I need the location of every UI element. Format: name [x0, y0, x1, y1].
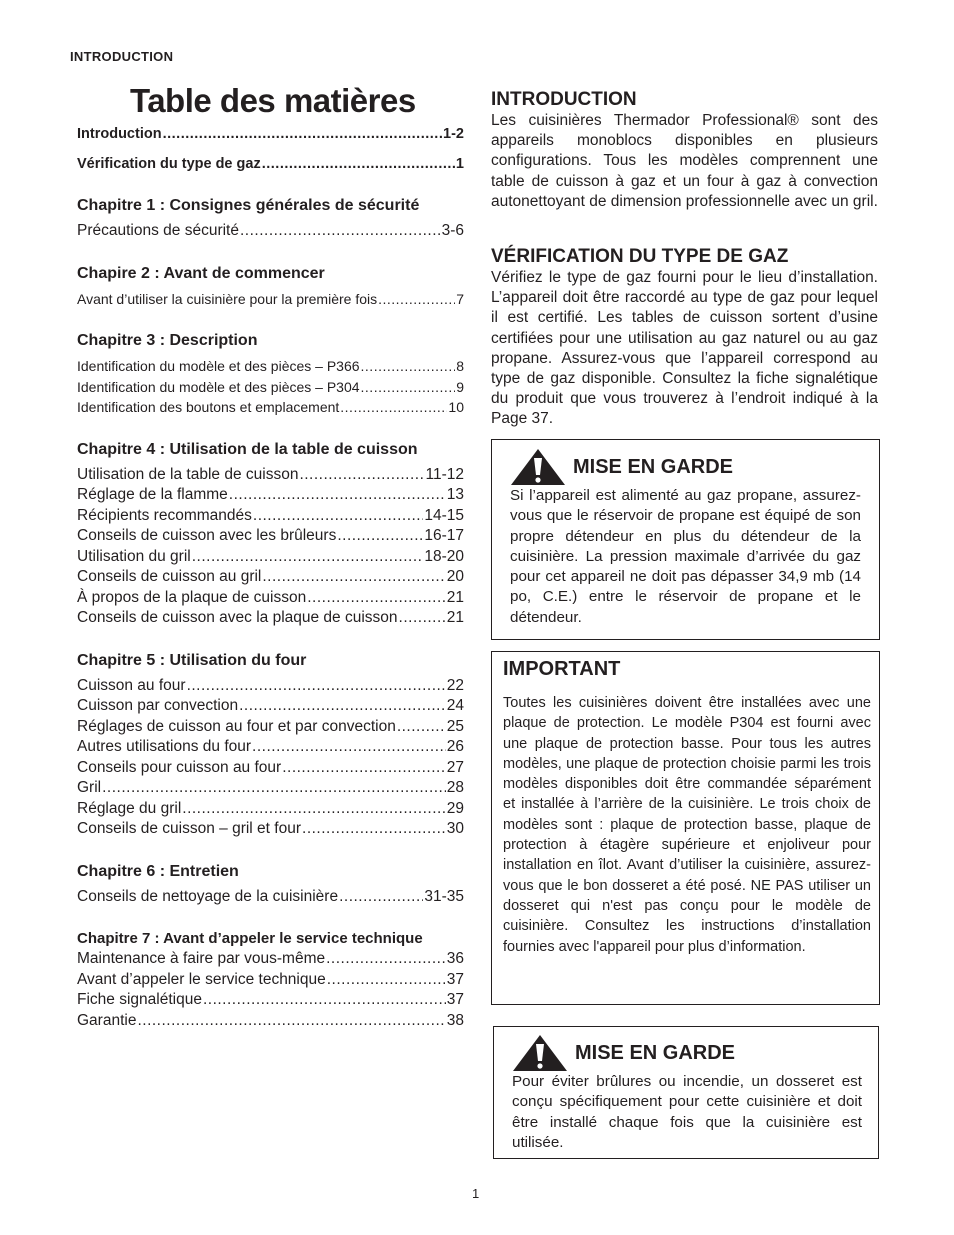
toc-entry-label: Cuisson au four	[77, 676, 186, 694]
toc-entry[interactable]	[77, 696, 464, 717]
toc-entry-label: Identification du modèle et des pièces – P304	[77, 378, 360, 395]
gas-check-text: Vérifiez le type de gaz fourni pour le lieu d’installation. L’appareil doit être raccordé au type de gaz pour lequel il est certifié. Les tables de cuisson sortent d’usine certifiées pour une utilisation au gaz naturel ou au gaz propane. Assurez-vous que l’appareil correspond au type de gaz disponible. Consultez la fiche signalétique du produit que vous trouverez à l’endroit indiqué à la Page 37.	[491, 269, 878, 428]
page-number: 1	[472, 1186, 480, 1201]
toc-entry-page: 16-17	[424, 527, 464, 544]
toc-entry[interactable]	[77, 819, 464, 840]
toc-entry-page: 1-2	[443, 126, 464, 142]
toc-entry-page: 31-35	[424, 887, 464, 905]
toc-entry-label: Réglages de cuisson au four et par convection	[77, 717, 396, 735]
toc-entry-label: Conseils de cuisson au gril	[77, 568, 262, 585]
toc-entry-label: Avant d’appeler le service technique	[77, 970, 326, 988]
toc-entry-label: Récipients recommandés	[77, 506, 252, 524]
toc-entry-page: 22	[446, 676, 464, 694]
toc-entry-label: À propos de la plaque de cuisson	[77, 588, 307, 606]
toc-entry[interactable]	[77, 758, 464, 779]
toc-entry-page: 3-6	[441, 222, 464, 239]
toc-entry-page: 14-15	[424, 506, 464, 524]
warning-box-propane	[491, 439, 880, 640]
toc-entry-label: Vérification du type de gaz	[77, 155, 261, 172]
toc-entry[interactable]	[77, 485, 464, 506]
chapter-heading: Chapitre 5 : Utilisation du four	[77, 651, 307, 669]
introduction-text: Les cuisinières Thermador Professional® sont des appareils monoblocs disponibles en plusieurs configurations. Tous les modèles comprennent une table de cuisson à gaz et un four à gaz à convection autonettoyant de dimension professionnelle avec un gril.	[491, 112, 878, 210]
toc-entry[interactable]	[77, 465, 464, 486]
chapter-heading: Chapitre 7 : Avant d’appeler le service technique	[77, 930, 423, 947]
section-label: INTRODUCTION	[70, 49, 174, 64]
toc-entry[interactable]	[77, 154, 464, 175]
chapter-heading: Chapitre 1 : Consignes générales de sécurité	[77, 197, 420, 214]
warning-text: Pour éviter brûlures ou incendie, un dosseret est conçu spécifiquement pour cette cuisinière et doit être installé chaque fois que la cuisinière est utilisée.	[512, 1073, 862, 1151]
toc-entry[interactable]	[77, 1011, 464, 1032]
introduction-heading: INTRODUCTION	[491, 89, 637, 110]
toc-entry[interactable]	[77, 588, 464, 609]
toc-entry-page: 36	[446, 950, 464, 967]
toc-entry-page: 25	[446, 717, 464, 735]
important-title: IMPORTANT	[503, 658, 621, 680]
chapter-heading: Chapitre 6 : Entretien	[77, 862, 239, 880]
toc-entry-label: Maintenance à faire par vous-même	[77, 950, 326, 967]
toc-entry-label: Conseils de cuisson – gril et four	[77, 820, 302, 837]
toc-entry[interactable]	[77, 799, 464, 820]
table-of-contents	[77, 124, 464, 1031]
toc-entry-page: 24	[446, 697, 464, 714]
toc-entry-label: Avant d’utiliser la cuisinière pour la première fois	[77, 290, 378, 307]
toc-entry-page: 10	[448, 399, 464, 415]
toc-entry-label: Garantie	[77, 1011, 137, 1029]
toc-entry[interactable]	[77, 676, 464, 697]
toc-entry-page: 11-12	[425, 465, 464, 483]
toc-entry[interactable]	[77, 526, 464, 547]
toc-entry[interactable]	[77, 397, 464, 418]
toc-entry-label: Gril	[77, 779, 102, 796]
toc-entry[interactable]	[77, 949, 464, 970]
toc-entry-label: Autres utilisations du four	[77, 738, 252, 755]
warning-icon	[512, 1034, 568, 1072]
toc-entry-page: 26	[446, 738, 464, 755]
toc-entry[interactable]	[77, 221, 464, 242]
chapter-heading: Chapitre 4 : Utilisation de la table de cuisson	[77, 440, 418, 458]
toc-entry-page: 29	[446, 799, 464, 817]
toc-entry[interactable]	[77, 990, 464, 1011]
toc-entry-label: Conseils de cuisson avec les brûleurs	[77, 527, 337, 544]
important-box	[491, 651, 880, 1005]
toc-entry[interactable]	[77, 506, 464, 527]
toc-entry[interactable]	[77, 124, 464, 145]
toc-entry-label: Utilisation du gril	[77, 547, 191, 565]
toc-entry-label: Introduction	[77, 126, 162, 142]
toc-entry-label: Conseils de nettoyage de la cuisinière	[77, 887, 339, 905]
toc-entry-page: 8	[456, 358, 464, 374]
toc-entry-label: Cuisson par convection	[77, 697, 239, 714]
toc-entry-label: Réglage de la flamme	[77, 486, 228, 503]
toc-entry-page: 27	[446, 758, 464, 776]
toc-entry[interactable]	[77, 778, 464, 799]
toc-entry[interactable]	[77, 289, 464, 310]
toc-entry-label: Réglage du gril	[77, 799, 182, 817]
toc-entry-label: Conseils de cuisson avec la plaque de cuisson	[77, 609, 398, 626]
toc-entry[interactable]	[77, 356, 464, 377]
toc-entry-page: 20	[446, 568, 464, 585]
toc-entry-label: Fiche signalétique	[77, 991, 202, 1008]
toc-entry-page: 38	[446, 1011, 464, 1029]
toc-entry-label: Conseils pour cuisson au four	[77, 758, 282, 776]
toc-entry[interactable]	[77, 547, 464, 568]
chapter-heading: Chapitre 3 : Description	[77, 332, 258, 349]
toc-entry-label: Utilisation de la table de cuisson	[77, 465, 299, 483]
toc-entry-page: 7	[456, 290, 464, 307]
gas-check-section	[491, 246, 878, 430]
toc-entry-page: 30	[446, 820, 464, 837]
toc-entry-label: Identification du modèle et des pièces – P366	[77, 358, 360, 374]
toc-entry-page: 37	[446, 991, 464, 1008]
toc-entry[interactable]	[77, 717, 464, 738]
toc-entry-page: 21	[446, 609, 464, 626]
toc-entry-page: 18-20	[424, 547, 464, 565]
warning-icon	[510, 448, 566, 486]
toc-entry[interactable]	[77, 377, 464, 398]
gas-check-heading: VÉRIFICATION DU TYPE DE GAZ	[491, 246, 789, 267]
introduction-section	[491, 89, 878, 212]
toc-entry[interactable]	[77, 567, 464, 588]
chapter-heading: Chapire 2 : Avant de commencer	[77, 264, 325, 282]
toc-entry[interactable]	[77, 737, 464, 758]
toc-entry-label: Précautions de sécurité	[77, 222, 239, 239]
warning-title: MISE EN GARDE	[573, 455, 734, 478]
toc-entry-page: 21	[446, 588, 464, 606]
toc-entry[interactable]	[77, 970, 464, 991]
toc-entry[interactable]	[77, 887, 464, 908]
toc-entry[interactable]	[77, 608, 464, 629]
toc-title: Table des matières	[130, 82, 416, 119]
warning-title: MISE EN GARDE	[575, 1041, 736, 1064]
toc-entry-label: Identification des boutons et emplacement	[77, 399, 340, 415]
toc-entry-page: 28	[446, 779, 464, 796]
toc-entry-page: 37	[446, 970, 464, 988]
warning-text: Si l’appareil est alimenté au gaz propane, assurez-vous que le réservoir de propane est équipé de son propre détendeur en plus du détendeur de la cuisinière. La pression maximale d’arrivée du gaz pour cet appareil ne doit pas dépasser 34,9 mb (14 po, C.E.) entre le réservoir de propane et le détendeur.	[510, 487, 861, 626]
toc-entry-page: 1	[455, 155, 464, 172]
warning-box-backguard	[493, 1026, 879, 1159]
toc-entry-page: 13	[446, 486, 464, 503]
important-text: Toutes les cuisinières doivent être installées avec une plaque de protection. Le modèle P304 est fourni avec une plaque de protection basse. Pour tous les autres modèles, une plaque de protection choisie parmi les trois modèles disponibles doit être commandée séparément et installée à l’arrière de la cuisinière. Le trois choix de modèles sont : plaque de protection basse, plaque de protection à étagère supérieure et enjoliveur pour installation en îlot. Avant d’utiliser la cuisinière, assurez-vous que le bon dosseret a été posé. NE PAS utiliser un dosseret qui n'est pas conçu pour le modèle de cuisinière. Consultez les instructions d’installation fournies avec l'appareil pour plus d’information.	[503, 695, 871, 955]
toc-entry-page: 9	[456, 378, 464, 395]
